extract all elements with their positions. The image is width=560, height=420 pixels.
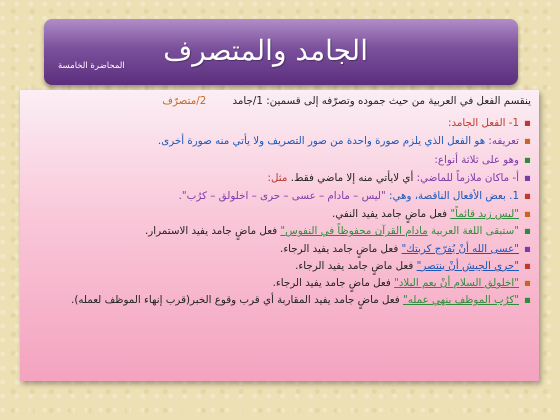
bullet-icon: ▪: [524, 190, 531, 203]
example-explanation: فعل ماضٍ جامد يفيد المقاربة أي قرب وقوع الخبر(قرب إنهاء الموظف لعمله).: [71, 294, 400, 307]
bullet-icon: ▪: [524, 171, 531, 184]
type-a-text: أي لايأتي منه إلا ماضي فقط.: [290, 171, 414, 184]
bullet-icon: ▪: [524, 117, 531, 130]
list-item: [26, 242, 531, 257]
slide-title-banner: [44, 19, 518, 85]
list-item: [26, 293, 531, 308]
type-a-label: أ- ماكان ملازماً للماضي:: [416, 171, 519, 184]
example-sentence: "ليس زيد قائماً": [450, 208, 519, 221]
lecture-label: المحاضرة الخامسة: [58, 61, 125, 71]
list-item: [26, 259, 531, 274]
example-sentence: "اخلولق السلام أنْ يعم البلاد": [394, 277, 519, 290]
bullet-icon: ▪: [524, 294, 531, 307]
list-item: [26, 207, 531, 222]
naqisa-label: 1. بعض الأفعال الناقصة، وهي:: [388, 190, 519, 203]
list-item: [26, 189, 531, 204]
bullet-icon: ▪: [524, 242, 531, 255]
bullet-icon: ▪: [524, 153, 531, 166]
example-sentence-part1: "ستبقى اللغة العربية: [431, 225, 519, 238]
intro-line: [26, 94, 531, 109]
intro-text: ينقسم الفعل في العربية من حيث جموده وتصرّفه إلى قسمين:: [266, 95, 531, 107]
example-sentence: "كرُب الموظف ينهي عمله": [402, 294, 519, 307]
heading-jamid: 1- الفعل الجامد:: [448, 117, 519, 130]
naqisa-verbs: "ليس – مادام – عسى – حرى – اخلولق – كرُب".: [178, 190, 386, 203]
definition-label: تعريفه:: [488, 135, 519, 148]
bullet-icon: ▪: [524, 259, 531, 272]
example-sentence: "حري الجيش أنْ ينتصر": [416, 259, 519, 272]
content-box: [20, 90, 539, 381]
list-item: [26, 224, 531, 239]
example-label: مثل:: [267, 171, 288, 184]
example-explanation: فعل ماضٍ جامد يفيد الرجاء.: [295, 259, 414, 272]
bullet-icon: ▪: [524, 208, 531, 221]
example-sentence-part2: مادام القرآن محفوظاً في النفوس": [280, 225, 428, 238]
bullet-icon: ▪: [524, 135, 531, 148]
bullet-icon: ▪: [524, 277, 531, 290]
example-explanation: فعل ماضٍ جامد يفيد الرجاء.: [280, 242, 399, 255]
list-item: [26, 116, 531, 131]
list-item: [26, 171, 531, 186]
intro-item-2: 2/متصرّف: [162, 95, 207, 107]
definition-text: هو الفعل الذي يلزم صورة واحدة من صور التصريف ولا يأتي منه صورة أخرى.: [157, 135, 486, 148]
list-item: [26, 134, 531, 149]
intro-item-1: 1/جامد: [232, 95, 263, 107]
list-item: [26, 276, 531, 291]
bullet-icon: ▪: [524, 225, 531, 238]
example-sentence: "عسى الله أنْ يُفرّج كربتك": [401, 242, 519, 255]
example-explanation: فعل ماضٍ جامد يفيد الرجاء.: [272, 277, 391, 290]
example-explanation: فعل ماضٍ جامد يفيد الاستمرار.: [145, 225, 278, 238]
list-item: [26, 153, 531, 168]
slide-title: الجامد والمتصرف: [163, 34, 368, 67]
types-heading: وهو على ثلاثة أنواع:: [434, 153, 519, 166]
example-explanation: فعل ماضٍ جامد يفيد النفي.: [332, 208, 448, 221]
